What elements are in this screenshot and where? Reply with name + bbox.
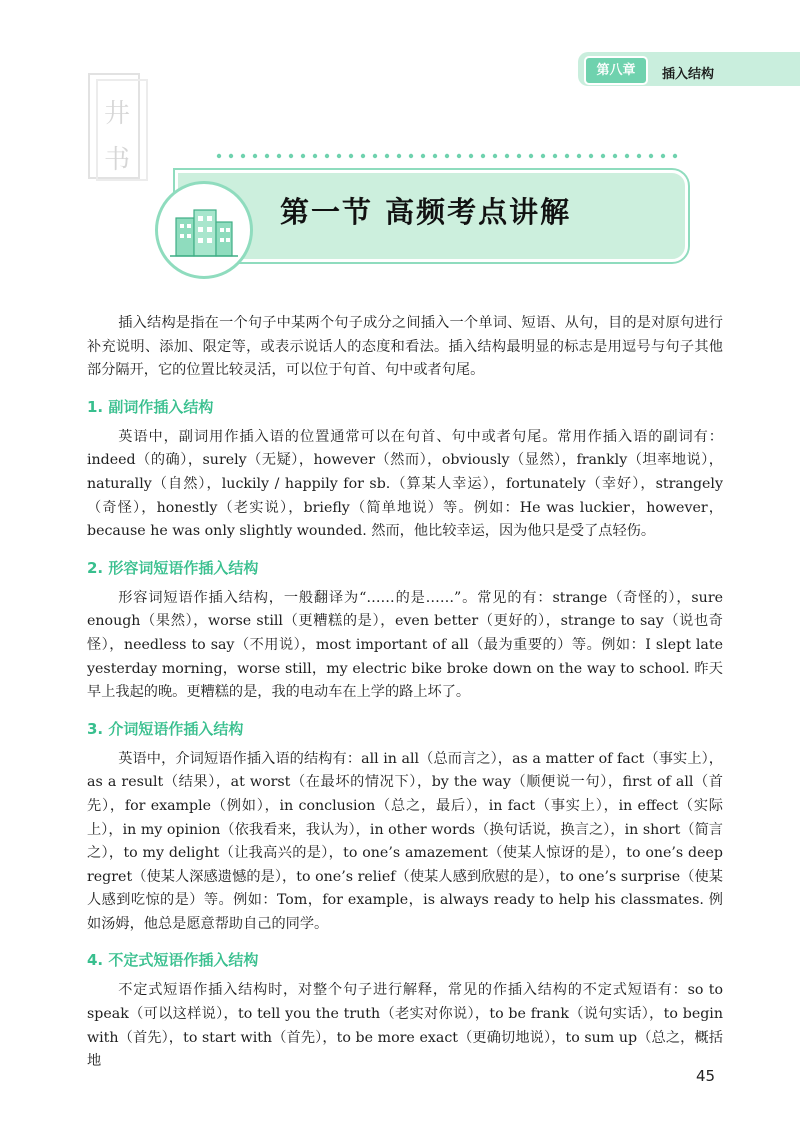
chapter-title: 插入结构	[662, 67, 715, 82]
paragraph-adjective-phrase: 形容词短语作插入结构，一般翻译为“……的是……”。常见的有：strange（奇怪的），sure enough（果然），worse still（更糟糕的是），even better（更好的），strange to say（说也奇怪），needless to say（不用说），most important of all（最为重要的）等。例如：I slept late yesterday morning，worse still，my electric bike broke down on the way to school. 昨天早上我起的晚。更糟糕的是，我的电动车在上学的路上坏了。	[87, 589, 723, 701]
banner-emblem	[155, 181, 253, 279]
main-content	[87, 312, 723, 1074]
chapter-badge: 第八章	[584, 56, 648, 85]
heading-infinitive-phrase: 4. 不定式短语作插入结构	[87, 951, 259, 970]
dotted-divider	[215, 152, 685, 160]
paragraph-adverb: 英语中，副词用作插入语的位置通常可以在句首、句中或者句尾。常用作插入语的副词有：indeed（的确），surely（无疑），however（然而），obviously（显然），frankly（坦率地说），naturally（自然），luckily / happily for sb.（算某人幸运），fortunately（幸好），strangely（奇怪），honestly（老实说），briefly（简单地说）等。例如：He was luckier，however，because he was only slightly wounded. 然而，他比较幸运，因为他只是受了点轻伤。	[87, 428, 723, 540]
intro-paragraph: 插入结构是指在一个句子中某两个句子成分之间插入一个单词、短语、从句，目的是对原句进行补充说明、添加、限定等，或表示说话人的态度和看法。插入结构最明显的标志是用逗号与句子其他部分隔开，它的位置比较灵活，可以位于句首、句中或者句尾。	[87, 315, 723, 379]
logo-char-bottom: 书	[103, 145, 131, 175]
building-icon	[158, 184, 250, 276]
section-title: 第一节 高频考点讲解	[280, 195, 572, 229]
heading-adjective-phrase: 2. 形容词短语作插入结构	[87, 558, 259, 577]
paragraph-infinitive-phrase: 不定式短语作插入结构时，对整个句子进行解释，常见的作插入结构的不定式短语有：so to speak（可以这样说），to tell you the truth（老实对你说），to be frank（说句实话），to begin with（首先），to start with（首先），to be more exact（更确切地说），to sum up（总之，概括地	[87, 982, 723, 1070]
heading-prepositional-phrase: 3. 介词短语作插入结构	[87, 719, 244, 738]
heading-adverb: 1. 副词作插入结构	[87, 397, 214, 416]
paragraph-prepositional-phrase: 英语中，介词短语作插入语的结构有：all in all（总而言之），as a matter of fact（事实上），as a result（结果），at worst（在最坏的情况下），by the way（顺便说一句），first of all（首先），for example（例如），in conclusion（总之，最后），in fact（事实上），in effect（实际上），in my opinion（依我看来，我认为），in other words（换句话说，换言之），in short（简言之），to my delight（让我高兴的是），to one’s amazement（使某人惊讶的是），to one’s deep regret（使某人深感遗憾的是），to one’s relief（使某人感到欣慰的是），to one’s surprise（使某人感到吃惊的是）等。例如：Tom，for example，is always ready to help his classmates. 例如汤姆，他总是愿意帮助自己的同学。	[87, 750, 723, 932]
page-number: 45	[696, 1067, 716, 1085]
book-logo-icon	[87, 72, 151, 184]
logo-char-top: 井	[103, 99, 131, 129]
